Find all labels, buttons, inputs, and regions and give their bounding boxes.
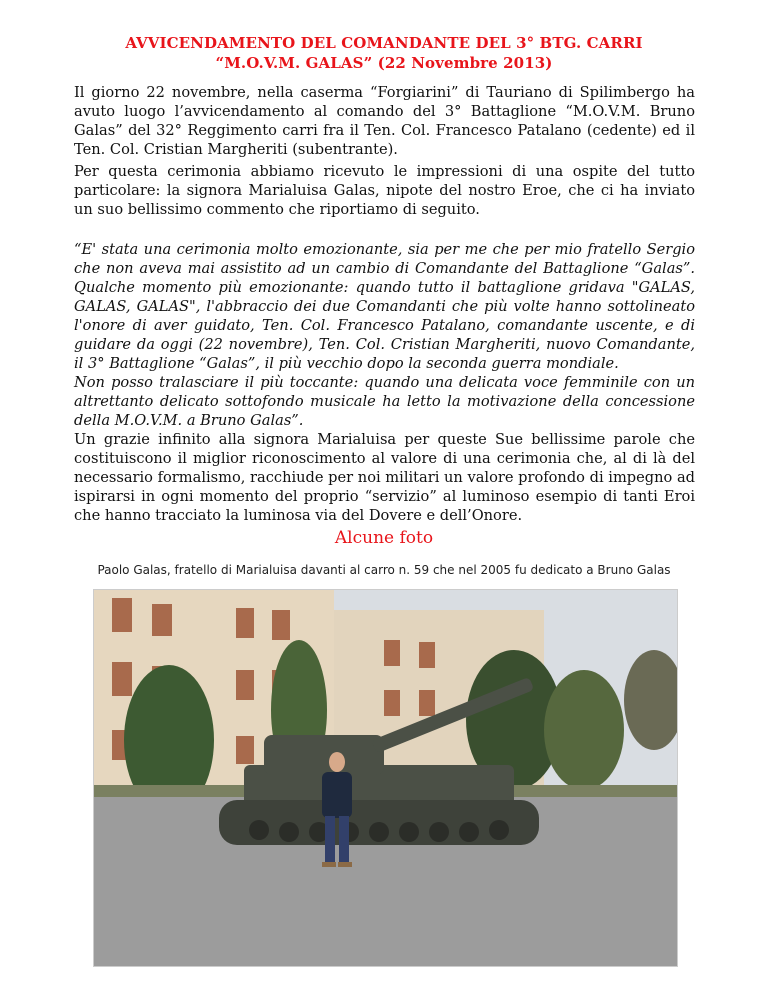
paragraph-intro: Il giorno 22 novembre, nella caserma “Forgiarini” di Tauriano di Spilimbergo ha avuto luogo l’avvicendamento al comando del 3° Battaglione “M.O.V.M. Bruno Galas” del 32° Reggimento carri fra il Ten. Col. Francesco Patalano (cedente) ed il Ten. Col. Cristian Margheriti (subentrante).	[74, 84, 695, 158]
tank-photo	[93, 589, 678, 967]
paragraph-guest: Per questa cerimonia abbiamo ricevuto le impressioni di una ospite del tutto particolare: la signora Marialuisa Galas, nipote del nostro Eroe, che ci ha inviato un suo bellissimo commento che riportiamo di seguito.	[74, 163, 695, 218]
photo-caption: Paolo Galas, fratello di Marialuisa davanti al carro n. 59 che nel 2005 fu dedicato a Bruno Galas	[97, 563, 671, 577]
tank-photo-illustration	[94, 590, 677, 966]
document-title-line2: “M.O.V.M. GALAS” (22 Novembre 2013)	[215, 54, 553, 72]
quote-part1: “E' stata una cerimonia molto emozionante, sia per me che per mio fratello Sergio che non aveva mai assistito ad un cambio di Comandante del Battaglione “Galas”. Qualche momento più emozionante: quando tutto il battaglione gridava "GALAS, GALAS, GALAS", l'abbraccio dei due Comandanti che più volte hanno sottolineato l'onore di aver guidato, Ten. Col. Francesco Patalano, comandante uscente, e di guidare da oggi (22 novembre), Ten. Col. Cristian Margheriti, nuovo Comandante, il 3° Battaglione “Galas”, il più vecchio dopo la seconda guerra mondiale.	[74, 241, 695, 372]
quote-block	[74, 240, 695, 430]
photos-heading: Alcune foto	[334, 528, 434, 548]
quote-part2: Non posso tralasciare il più toccante: quando una delicata voce femminile con un altrettanto delicato sottofondo musicale ha letto la motivazione della concessione della M.O.V.M. a Bruno Galas”.	[74, 374, 695, 429]
document-title-line1: AVVICENDAMENTO DEL COMANDANTE DEL 3° BTG. CARRI	[125, 34, 643, 52]
paragraph-thanks: Un grazie infinito alla signora Marialuisa per queste Sue bellissime parole che costituiscono il miglior riconoscimento al valore di una cerimonia che, al di là del necessario formalismo, racchiude per noi militari un valore profondo di impegno ad ispirarsi in ogni momento del proprio “servizio” al luminoso esempio di tanti Eroi che hanno tracciato la luminosa via del Dovere e dell’Onore.	[74, 431, 695, 524]
